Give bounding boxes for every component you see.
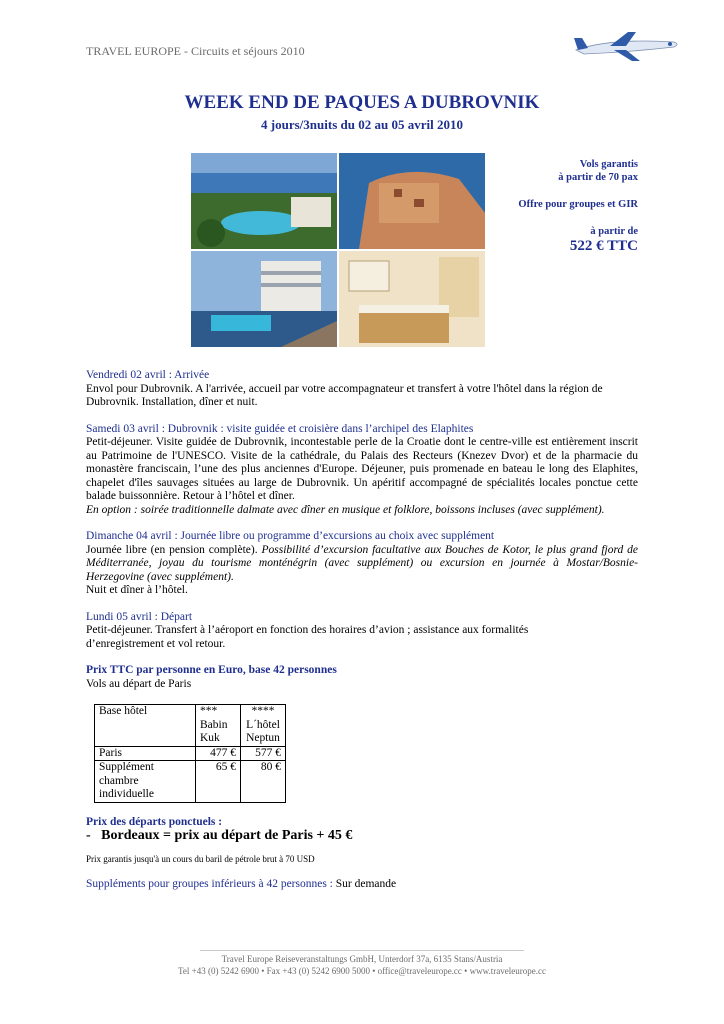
offer-price: 522 € TTC xyxy=(569,238,638,254)
day-text: Envol pour Dubrovnik. A l'arrivée, accueil par votre accompagnateur et transfert à votre l'hôtel dans la région de Dubrovnik. Installation, dîner et nuit. xyxy=(86,382,603,408)
day-text: Nuit et dîner à l’hôtel. xyxy=(86,584,188,596)
table-cell: **** L´hôtel Neptun xyxy=(241,705,286,747)
offer-line: à partir de xyxy=(590,226,638,237)
table-cell: *** Babin Kuk xyxy=(196,705,241,747)
old-town-photo xyxy=(339,153,485,249)
offer-line: à partir de 70 pax xyxy=(558,172,638,183)
day-heading: Lundi 05 avril : Départ xyxy=(86,610,193,623)
resort-pool-photo xyxy=(191,153,337,249)
prices-heading: Prix TTC par personne en Euro, base 42 personnes xyxy=(86,664,337,676)
day-text xyxy=(86,544,638,585)
table-row xyxy=(95,761,286,803)
supplement-value: Sur demande xyxy=(335,878,397,890)
departures-item: - Bordeaux = prix au départ de Paris + 45 € xyxy=(86,828,353,843)
offer-box xyxy=(518,158,638,253)
day-option: Possibilité d’excursion facultative aux Bouches de Kotor, le plus grand fjord de Méditerranée, joyau du tourisme monténégrin (avec supplément) ou excursion en journée à Mostar/Bosnie-Herzegovine (avec supplément). xyxy=(86,543,639,583)
table-cell: 80 € xyxy=(241,761,286,803)
day-heading: Dimanche 04 avril : Journée libre ou programme d’excursions au choix avec supplément xyxy=(86,530,495,542)
price-table xyxy=(94,704,286,803)
table-cell: 477 € xyxy=(196,746,241,761)
photo-collage xyxy=(191,153,486,347)
day-text: Petit-déjeuner. Transfert à l’aéroport en fonction des horaires d’avion ; assistance aux formalités d’enregistrement et vol retour. xyxy=(86,624,529,650)
page-title: WEEK END DE PAQUES A DUBROVNIK xyxy=(184,92,540,113)
table-cell: Paris xyxy=(95,746,196,761)
footer-contact: Tel +43 (0) 5242 6900 • Fax +43 (0) 5242 6900 5000 • office@traveleurope.cc • www.traveleurope.cc xyxy=(178,966,546,976)
table-cell: Supplément chambre individuelle xyxy=(95,761,196,803)
footer-address: Travel Europe Reiseveranstaltungs GmbH, Unterdorf 37a, 6135 Stans/Austria xyxy=(221,954,503,964)
hotel-room-photo xyxy=(339,251,485,347)
day-option: En option : soirée traditionnelle dalmate avec dîner en musique et folklore, boissons incluses (avec supplément). xyxy=(86,503,605,516)
departures-bordeaux: Bordeaux = prix au départ de Paris + 45 € xyxy=(101,828,353,843)
day-heading: Samedi 03 avril : Dubrovnik : visite guidée et croisière dans l’archipel des Elaphites xyxy=(86,422,474,435)
footer-divider xyxy=(200,950,524,951)
airplane-logo xyxy=(570,28,682,64)
table-row xyxy=(95,705,286,747)
table-cell: Base hôtel xyxy=(95,705,196,747)
day-heading: Vendredi 02 avril : Arrivée xyxy=(86,369,210,381)
supplement-line xyxy=(86,878,638,892)
prices-sub: Vols au départ de Paris xyxy=(86,677,192,690)
departures-heading: Prix des départs ponctuels : xyxy=(86,815,223,828)
day-text: Petit-déjeuner. Visite guidée de Dubrovnik, incontestable perle de la Croatie dont le centre-ville est entièrement inscrit au Patrimoine de l'UNESCO. Visite de la cathédrale, du Palais des Recteurs (Knezev Dvor) et de la pharmacie du monastère franciscain, l’une des plus anciennes d'Europe. Déjeuner, puis promenade en bateau le long des Elaphites, chapelet d'îles sauvages situées au large de Dubrovnik. Un apéritif accompagné de spécialités locales ponctue cette balade buissonnière. Retour à l’hôtel et dîner. xyxy=(86,436,638,502)
price-guarantee: Prix garantis jusqu'à un cours du baril de pétrole brut à 70 USD xyxy=(86,853,315,864)
page-subtitle: 4 jours/3nuits du 02 au 05 avril 2010 xyxy=(261,117,463,132)
table-cell: 577 € xyxy=(241,746,286,761)
hotel-exterior-photo xyxy=(191,251,337,347)
offer-line: Offre pour groupes et GIR xyxy=(518,199,638,210)
table-cell: 65 € xyxy=(196,761,241,803)
supplement-label: Suppléments pour groupes inférieurs à 42 personnes : xyxy=(86,878,333,890)
offer-line: Vols garantis xyxy=(579,159,638,170)
table-row xyxy=(95,746,286,761)
itinerary xyxy=(86,369,638,892)
document-header: TRAVEL EUROPE - Circuits et séjours 2010 xyxy=(86,44,305,58)
day-text-plain: Journée libre (en pension complète). xyxy=(86,543,258,556)
footer xyxy=(0,953,724,977)
